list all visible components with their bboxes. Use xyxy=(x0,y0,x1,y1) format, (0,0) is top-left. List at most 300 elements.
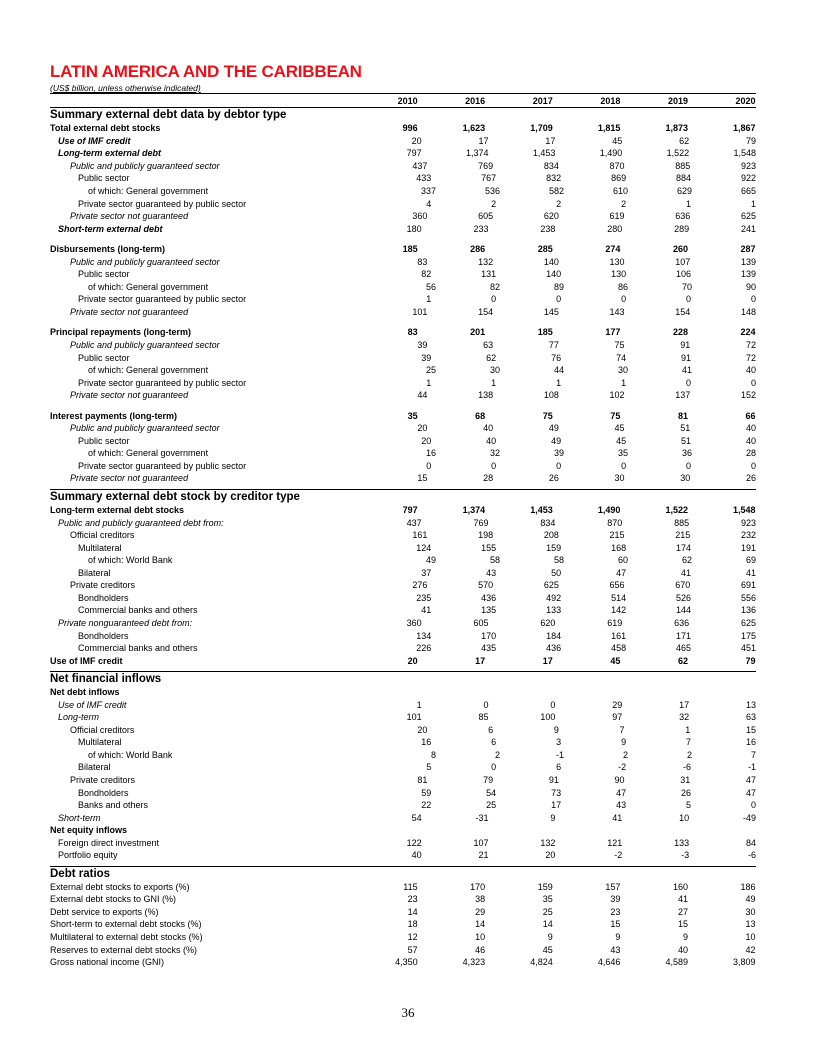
value-cell: 41 xyxy=(681,567,692,578)
value-cell: 180 xyxy=(406,223,422,234)
value-cell: 869 xyxy=(611,173,627,184)
value-cell: 63 xyxy=(483,340,494,351)
value-cell: 625 xyxy=(740,211,756,222)
table-row xyxy=(50,160,756,173)
value-cell: 274 xyxy=(605,244,621,255)
value-cell: 186 xyxy=(740,881,756,892)
row-label: Private sector not guaranteed xyxy=(70,390,189,401)
table-row xyxy=(50,389,756,402)
value-cell: -1 xyxy=(556,749,565,760)
value-cell: 14 xyxy=(407,906,418,917)
value-cell: 670 xyxy=(675,580,691,591)
value-cell: 870 xyxy=(609,160,625,171)
value-cell: 0 xyxy=(750,800,756,811)
row-label: Bondholders xyxy=(78,630,129,641)
table-row xyxy=(50,210,756,223)
value-cell: 1,548 xyxy=(733,148,757,159)
value-cell: 51 xyxy=(680,423,691,434)
value-cell: 0 xyxy=(750,460,756,471)
value-cell: 131 xyxy=(481,269,497,280)
value-cell: 62 xyxy=(679,135,690,146)
value-cell: 25 xyxy=(426,365,437,376)
row-label: Portfolio equity xyxy=(58,850,118,861)
group-spacer xyxy=(50,318,756,326)
value-cell: 40 xyxy=(411,850,422,861)
value-cell: 154 xyxy=(675,306,691,317)
value-cell: 2 xyxy=(687,749,693,760)
value-cell: 69 xyxy=(746,555,757,566)
value-cell: 582 xyxy=(549,186,565,196)
value-cell: 1,453 xyxy=(530,505,553,516)
value-cell: 31 xyxy=(680,774,691,785)
value-cell: 40 xyxy=(745,423,756,434)
value-cell: 570 xyxy=(478,580,494,591)
table-row xyxy=(50,956,756,969)
value-cell: 143 xyxy=(609,306,625,317)
table-row xyxy=(50,293,756,306)
row-label: Commercial banks and others xyxy=(78,643,198,654)
row-label: Interest payments (long-term) xyxy=(50,410,178,421)
table-row xyxy=(50,516,756,529)
value-cell: 49 xyxy=(745,894,756,905)
value-cell: 1,453 xyxy=(532,148,556,159)
value-cell: 2 xyxy=(621,198,627,209)
value-cell: 9 xyxy=(547,931,553,942)
row-label: Use of IMF credit xyxy=(50,655,123,666)
value-cell: 12 xyxy=(407,931,418,942)
table-row xyxy=(50,135,756,148)
row-label: of which: World Bank xyxy=(88,555,173,566)
value-cell: 89 xyxy=(554,281,565,292)
value-cell: 121 xyxy=(607,837,623,848)
value-cell: 39 xyxy=(421,352,432,363)
value-cell: 9 xyxy=(621,737,627,748)
value-cell: 81 xyxy=(417,774,428,785)
row-label: Total external debt stocks xyxy=(50,123,161,134)
row-label: Bilateral xyxy=(78,762,111,773)
value-cell: 140 xyxy=(543,256,559,267)
value-cell: 45 xyxy=(614,423,625,434)
value-cell: 0 xyxy=(491,460,497,471)
value-cell: 9 xyxy=(615,931,621,942)
row-label: Banks and others xyxy=(78,800,149,811)
value-cell: 17 xyxy=(551,800,562,811)
value-cell: 159 xyxy=(546,542,562,553)
row-label: External debt stocks to GNI (%) xyxy=(50,894,177,905)
table-row xyxy=(50,460,756,473)
value-cell: 39 xyxy=(554,448,565,459)
value-cell: 458 xyxy=(611,643,627,654)
value-cell: 289 xyxy=(674,223,690,234)
value-cell: 1,623 xyxy=(462,123,486,134)
value-cell: 285 xyxy=(537,244,553,255)
value-cell: 135 xyxy=(481,605,497,616)
value-cell: 1,815 xyxy=(597,123,621,134)
value-cell: 17 xyxy=(545,135,556,146)
row-label: Long-term xyxy=(58,712,100,723)
value-cell: 171 xyxy=(676,630,692,641)
value-cell: 16 xyxy=(426,448,437,459)
value-cell: 39 xyxy=(610,894,621,905)
row-label: of which: General government xyxy=(88,365,209,376)
value-cell: 91 xyxy=(548,774,559,785)
value-cell: -31 xyxy=(475,812,489,823)
value-cell: 17 xyxy=(679,699,690,710)
table-row xyxy=(50,799,756,812)
value-cell: 1,522 xyxy=(665,505,688,516)
value-cell: 170 xyxy=(470,881,486,892)
row-label: of which: General government xyxy=(88,281,209,292)
value-cell: 238 xyxy=(540,223,556,234)
value-cell: 20 xyxy=(407,655,418,666)
table-row xyxy=(50,147,756,160)
row-label: Private sector not guaranteed xyxy=(70,473,189,484)
value-cell: 436 xyxy=(481,592,497,603)
value-cell: 185 xyxy=(402,244,418,255)
value-cell: 47 xyxy=(745,774,756,785)
value-cell: 996 xyxy=(402,123,418,134)
table-row xyxy=(50,435,756,448)
value-cell: 625 xyxy=(741,617,757,628)
value-cell: 148 xyxy=(740,306,756,317)
value-cell: 23 xyxy=(407,894,418,905)
year-header-cell: 2018 xyxy=(600,95,621,106)
row-label: Multilateral to external debt stocks (%) xyxy=(50,931,203,942)
table-row xyxy=(50,686,756,699)
value-cell: 140 xyxy=(546,269,562,280)
value-cell: 160 xyxy=(672,881,688,892)
value-cell: 25 xyxy=(486,800,497,811)
value-cell: 72 xyxy=(745,352,756,363)
table-row xyxy=(50,654,756,667)
row-label: Private creditors xyxy=(70,774,136,785)
value-cell: 161 xyxy=(611,630,627,641)
value-cell: 5 xyxy=(426,762,432,773)
value-cell: 636 xyxy=(675,211,691,222)
value-cell: 1,873 xyxy=(665,123,688,134)
value-cell: 47 xyxy=(745,787,756,798)
table-row xyxy=(50,849,756,862)
table-row xyxy=(50,774,756,787)
value-cell: 1 xyxy=(750,198,756,209)
value-cell: 201 xyxy=(470,327,486,338)
value-cell: 63 xyxy=(746,712,757,723)
value-cell: 235 xyxy=(416,592,432,603)
value-cell: 56 xyxy=(426,281,437,292)
value-cell: 232 xyxy=(740,530,756,541)
value-cell: 155 xyxy=(481,542,497,553)
year-header-cell: 2017 xyxy=(532,95,553,106)
value-cell: 97 xyxy=(612,712,623,723)
value-cell: 101 xyxy=(412,306,428,317)
year-header-cell: 2010 xyxy=(397,95,418,106)
value-cell: 215 xyxy=(609,530,625,541)
value-cell: 74 xyxy=(616,352,627,363)
table-row xyxy=(50,918,756,931)
value-cell: 433 xyxy=(416,173,432,184)
value-cell: 44 xyxy=(554,365,565,376)
value-cell: 556 xyxy=(740,592,756,603)
value-cell: 37 xyxy=(421,567,432,578)
value-cell: 20 xyxy=(411,135,422,146)
value-cell: 54 xyxy=(486,787,497,798)
value-cell: 1,709 xyxy=(530,123,553,134)
value-cell: 77 xyxy=(548,340,559,351)
table-row xyxy=(50,364,756,377)
table-row xyxy=(50,281,756,294)
section-title: Net financial inflows xyxy=(50,671,756,686)
value-cell: 20 xyxy=(417,724,428,735)
value-cell: 83 xyxy=(417,256,428,267)
row-label: Multilateral xyxy=(78,542,122,553)
row-label: of which: World Bank xyxy=(88,749,173,760)
value-cell: 260 xyxy=(672,244,688,255)
table-row xyxy=(50,422,756,435)
value-cell: 3,809 xyxy=(733,957,756,968)
value-cell: 138 xyxy=(478,390,494,401)
value-cell: 0 xyxy=(621,460,627,471)
value-cell: 0 xyxy=(556,294,562,305)
value-cell: 40 xyxy=(483,423,494,434)
value-cell: 610 xyxy=(613,186,629,196)
value-cell: 62 xyxy=(682,555,693,566)
value-cell: 629 xyxy=(677,186,693,196)
value-cell: 175 xyxy=(740,630,756,641)
value-cell: 14 xyxy=(542,919,553,930)
value-cell: 0 xyxy=(750,377,756,388)
value-cell: 107 xyxy=(675,256,691,267)
value-cell: 619 xyxy=(609,211,625,222)
value-cell: 133 xyxy=(546,605,562,616)
row-label: Private sector guaranteed by public sector xyxy=(78,294,247,305)
value-cell: 45 xyxy=(610,655,621,666)
value-cell: 526 xyxy=(676,592,692,603)
value-cell: 0 xyxy=(621,294,627,305)
value-cell: 233 xyxy=(473,223,489,234)
value-cell: 923 xyxy=(740,160,756,171)
value-cell: 797 xyxy=(406,148,422,159)
value-cell: 15 xyxy=(677,919,688,930)
value-cell: 287 xyxy=(740,244,756,255)
value-cell: 30 xyxy=(490,365,501,376)
value-cell: -1 xyxy=(747,762,756,773)
table-row xyxy=(50,567,756,580)
value-cell: 41 xyxy=(612,812,623,823)
row-label: Public and publicly guaranteed sector xyxy=(70,423,220,434)
value-cell: 514 xyxy=(611,592,627,603)
value-cell: 57 xyxy=(407,944,418,955)
row-label: Private sector guaranteed by public sector xyxy=(78,460,247,471)
value-cell: 769 xyxy=(478,160,494,171)
value-cell: 81 xyxy=(677,410,688,421)
section-title: Summary external debt data by debtor type xyxy=(50,109,287,121)
value-cell: 1,490 xyxy=(597,505,621,516)
value-cell: 115 xyxy=(403,881,418,892)
value-cell: 17 xyxy=(478,135,489,146)
table-row xyxy=(50,749,756,762)
value-cell: 170 xyxy=(481,630,497,641)
value-cell: -3 xyxy=(681,850,690,861)
value-cell: 130 xyxy=(609,256,625,267)
value-cell: 177 xyxy=(605,327,621,338)
value-cell: 26 xyxy=(745,473,756,484)
value-cell: 184 xyxy=(546,630,562,641)
value-cell: 43 xyxy=(486,567,497,578)
table-row xyxy=(50,197,756,210)
value-cell: 20 xyxy=(545,850,556,861)
value-cell: 41 xyxy=(682,365,693,376)
row-label: of which: General government xyxy=(88,186,209,196)
row-label: Public sector xyxy=(78,173,130,184)
row-label: Foreign direct investment xyxy=(58,837,160,848)
value-cell: 42 xyxy=(745,944,756,955)
value-cell: 107 xyxy=(473,837,489,848)
value-cell: 36 xyxy=(682,448,693,459)
value-cell: 834 xyxy=(540,517,556,528)
row-label: Private creditors xyxy=(70,580,136,591)
value-cell: 1,374 xyxy=(466,148,489,159)
value-cell: 625 xyxy=(543,580,559,591)
value-cell: 45 xyxy=(616,435,627,446)
year-header-cell: 2020 xyxy=(735,95,756,106)
value-cell: 76 xyxy=(551,352,562,363)
value-cell: 636 xyxy=(674,617,690,628)
value-cell: 137 xyxy=(675,390,691,401)
row-label: Net equity inflows xyxy=(50,825,128,836)
value-cell: 360 xyxy=(412,211,428,222)
row-label: Multilateral xyxy=(78,737,122,748)
value-cell: 22 xyxy=(421,800,432,811)
value-cell: 832 xyxy=(546,173,562,184)
value-cell: 20 xyxy=(417,423,428,434)
value-cell: 58 xyxy=(490,555,501,566)
row-label: Principal repayments (long-term) xyxy=(50,327,192,338)
table-row xyxy=(50,711,756,724)
value-cell: 198 xyxy=(478,530,494,541)
value-cell: 884 xyxy=(676,173,692,184)
page-title: LATIN AMERICA AND THE CARIBBEAN xyxy=(50,62,362,81)
value-cell: 133 xyxy=(674,837,690,848)
value-cell: 29 xyxy=(612,699,623,710)
value-cell: 68 xyxy=(475,410,486,421)
value-cell: 13 xyxy=(746,699,757,710)
value-cell: 0 xyxy=(686,377,692,388)
table-row xyxy=(50,836,756,849)
table-row xyxy=(50,541,756,554)
section-title: Debt ratios xyxy=(50,866,756,881)
value-cell: 224 xyxy=(740,327,756,338)
value-cell: 75 xyxy=(614,340,625,351)
value-cell: 159 xyxy=(537,881,553,892)
value-cell: 49 xyxy=(548,423,559,434)
table-row xyxy=(50,472,756,485)
value-cell: 25 xyxy=(542,906,553,917)
value-cell: 83 xyxy=(407,327,418,338)
value-cell: 49 xyxy=(426,555,437,566)
group-spacer xyxy=(50,401,756,409)
value-cell: 27 xyxy=(677,906,688,917)
value-cell: 86 xyxy=(618,281,629,292)
table-row xyxy=(50,222,756,235)
value-cell: 437 xyxy=(412,160,428,171)
row-label: Private sector not guaranteed xyxy=(70,211,189,222)
value-cell: 54 xyxy=(411,812,422,823)
table-row xyxy=(50,893,756,906)
value-cell: 10 xyxy=(745,931,756,942)
value-cell: 797 xyxy=(402,505,418,516)
value-cell: 100 xyxy=(540,712,556,723)
table-row xyxy=(50,906,756,919)
value-cell: 43 xyxy=(610,944,621,955)
value-cell: 132 xyxy=(478,256,494,267)
value-cell: 1 xyxy=(621,377,627,388)
value-cell: 152 xyxy=(740,390,756,401)
value-cell: 228 xyxy=(672,327,688,338)
year-header-cell: 2016 xyxy=(465,95,486,106)
value-cell: 185 xyxy=(537,327,553,338)
value-cell: 26 xyxy=(548,473,559,484)
table-row xyxy=(50,761,756,774)
table-row xyxy=(50,579,756,592)
value-cell: 90 xyxy=(614,774,625,785)
row-label: Disbursements (long-term) xyxy=(50,244,166,255)
units-note: (US$ billion, unless otherwise indicated) xyxy=(50,83,201,93)
table-row xyxy=(50,931,756,944)
row-label: Net debt inflows xyxy=(50,687,120,698)
value-cell: 1 xyxy=(416,699,422,710)
value-cell: 139 xyxy=(740,269,756,280)
value-cell: 23 xyxy=(610,906,621,917)
value-cell: 1 xyxy=(426,377,432,388)
value-cell: 215 xyxy=(675,530,691,541)
value-cell: 0 xyxy=(491,762,497,773)
row-label: Commercial banks and others xyxy=(78,605,198,616)
value-cell: 4,824 xyxy=(530,957,553,968)
value-cell: 286 xyxy=(470,244,486,255)
value-cell: 174 xyxy=(676,542,692,553)
value-cell: 7 xyxy=(751,749,757,760)
table-row xyxy=(50,255,756,268)
value-cell: 82 xyxy=(490,281,501,292)
value-cell: 144 xyxy=(676,605,692,616)
value-cell: 47 xyxy=(616,787,627,798)
value-cell: 4,589 xyxy=(665,957,688,968)
value-cell: 73 xyxy=(551,787,562,798)
table-row xyxy=(50,504,756,517)
value-cell: 656 xyxy=(609,580,625,591)
report-page xyxy=(50,62,756,968)
table-row xyxy=(50,629,756,642)
table-row xyxy=(50,811,756,824)
value-cell: 665 xyxy=(741,186,757,196)
value-cell: 0 xyxy=(686,460,692,471)
value-cell: 124 xyxy=(416,542,432,553)
table-row xyxy=(50,185,756,198)
row-label: Private sector guaranteed by public sector xyxy=(78,377,247,388)
value-cell: 1,490 xyxy=(599,148,623,159)
value-cell: 619 xyxy=(607,617,623,628)
table-row xyxy=(50,698,756,711)
value-cell: 38 xyxy=(475,894,486,905)
value-cell: 70 xyxy=(682,281,693,292)
row-label: Use of IMF credit xyxy=(58,699,127,710)
row-label: Public sector xyxy=(78,352,130,363)
value-cell: 465 xyxy=(676,643,692,654)
row-label: of which: General government xyxy=(88,448,209,459)
value-cell: 15 xyxy=(745,724,756,735)
value-cell: 66 xyxy=(745,410,756,421)
value-cell: 75 xyxy=(542,410,553,421)
